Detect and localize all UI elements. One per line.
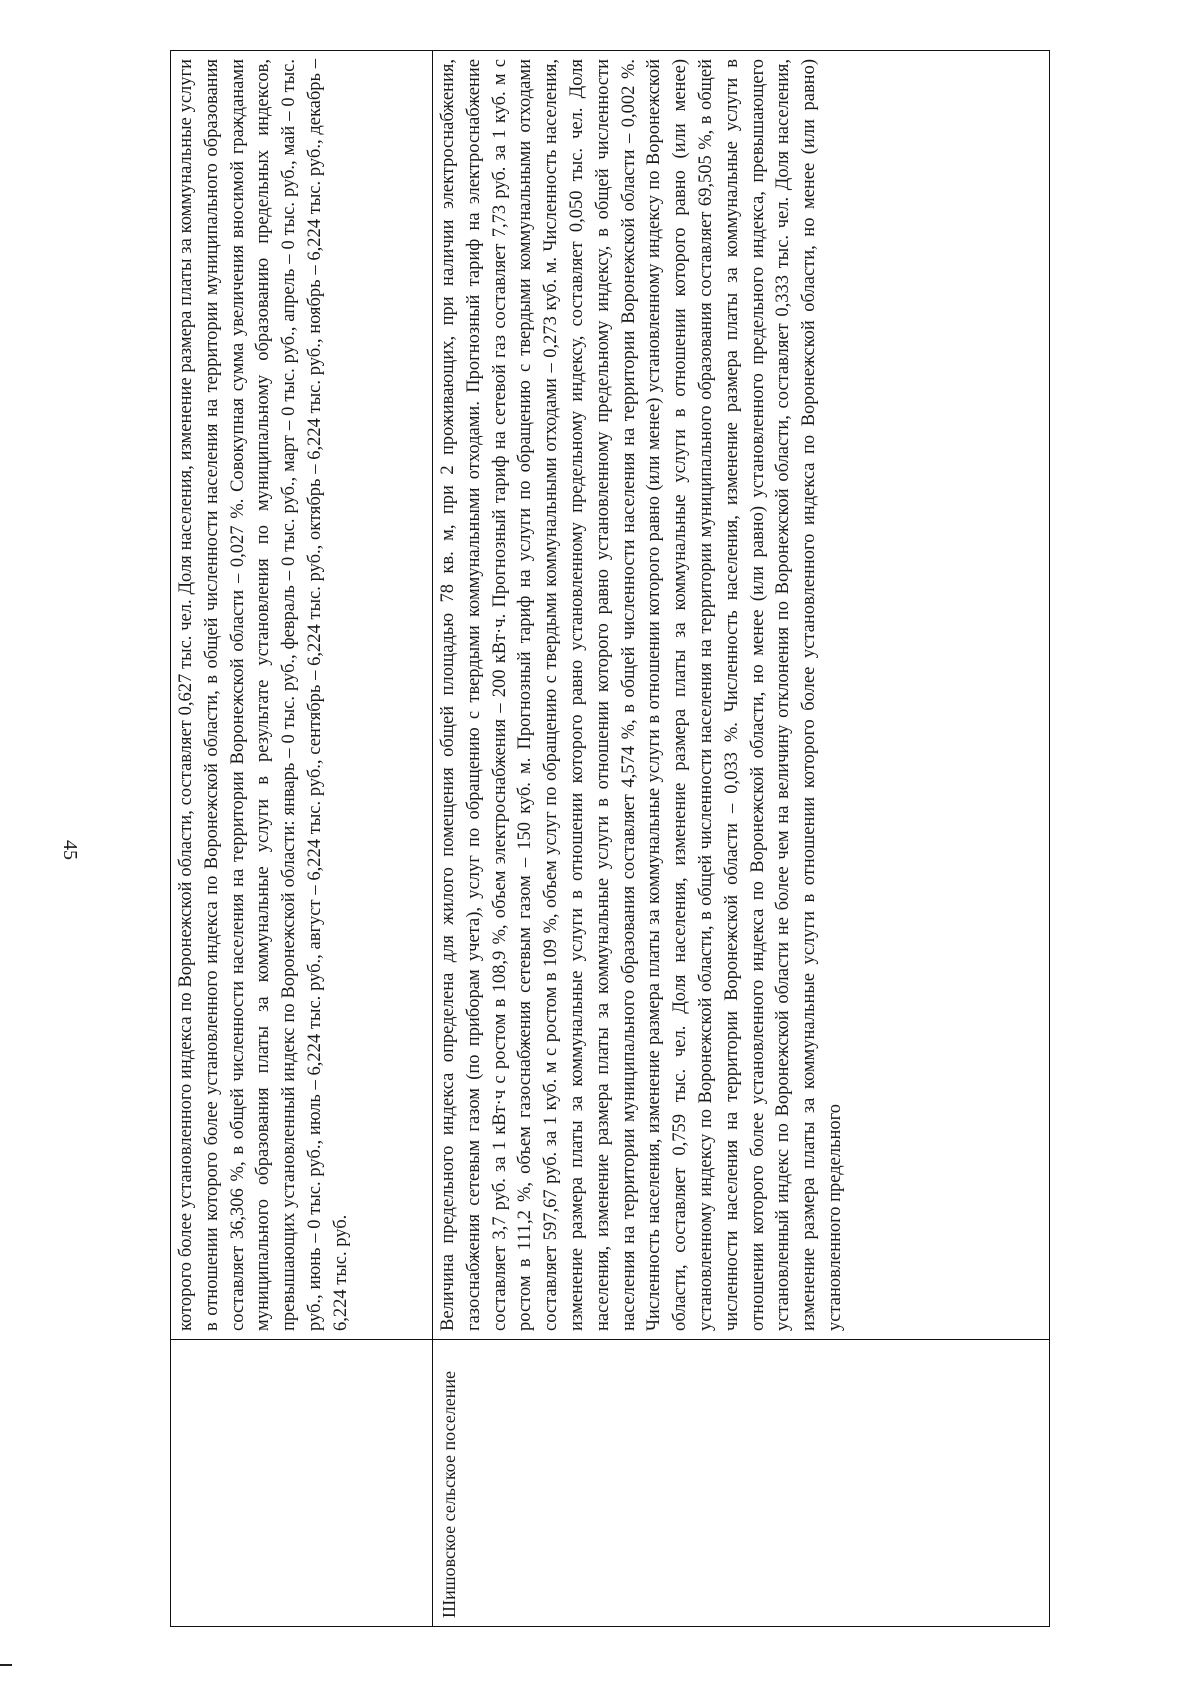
scan-mark bbox=[0, 1664, 12, 1666]
municipality-cell bbox=[171, 1339, 432, 1626]
description-cell: Величина предельного индекса определена для жилого помещения общей площадью 78 кв. м, при 2 проживающих, при наличии электроснабжения, газоснабжения сетевым газом (по приборам учета), услуг по обращению с твердыми коммунальными отходами. Прогнозный тариф на электроснабжение составляет 3,7 руб. за 1 кВт·ч с ростом в 108,9 %, объем электроснабжения – 200 кВт·ч. Прогнозный тариф на сетевой газ составляет 7,73 руб. за 1 куб. м с ростом в 111,2 %, объем газоснабжения сетевым газом – 150 куб. м. Прогнозный тариф на услуги по обращению с твердыми коммунальными отходами составляет 597,67 руб. за 1 куб. м с ростом в 109 %, объем услуг по обращению с твердыми коммунальными отходами – 0,273 куб. м. Численность населения, изменение размера платы за коммунальные услуги в отношении которого равно установленному предельному индексу, составляет 0,050 тыс. чел. Доля населения, изменение размера платы за коммунальные услуги в отношении которого равно установленному предельному индексу, в общей численности населения на территории муниципального образования составляет 4,574 %, в общей численности населения на территории Воронежской области – 0,002 %. Численность населения, изменение размера платы за коммунальные услуги в отношении которого равно (или менее) установленному индексу по Воронежской области, составляет 0,759 тыс. чел. Доля населения, изменение размера платы за коммунальные услуги в отношении которого равно (или менее) установленному индексу по Воронежской области, в общей численности населения на территории муниципального образования составляет 69,505 %, в общей численности населения на территории Воронежской области – 0,033 %. Численность населения, изменение размера платы за коммунальные услуги в отношении которого более установленного индекса по Воронежской области, но менее (или равно) установленного предельного индекса, превышающего установленный индекс по Воронежской области не более чем на величину отклонения по Воронежской области, составляет 0,333 тыс. чел. Доля населения, изменение размера платы за коммунальные услуги в отношении которого более установленного индекса по Воронежской области, но менее (или равно) установленного предельного bbox=[438, 59, 845, 1331]
table-row bbox=[433, 51, 1049, 1626]
municipality-cell: Шишовское сельское поселение bbox=[433, 1339, 1049, 1626]
index-table bbox=[170, 50, 1050, 1627]
page-number: 45 bbox=[59, 840, 81, 860]
table-row bbox=[171, 51, 433, 1626]
description-cell: которого более установленного индекса по Воронежской области, составляет 0,627 тыс. чел. Доля населения, изменение размера платы за коммунальные услуги в отношении которого более установленного индекса по Воронежской области, в общей численности населения на территории муниципального образования составляет 36,306 %, в общей численности населения на территории Воронежской области – 0,027 %. Совокупная сумма увеличения вносимой гражданами муниципального образования платы за коммунальные услуги в результате установления по муниципальному образованию предельных индексов, превышающих установленный индекс по Воронежской области: январь – 0 тыс. руб., февраль – 0 тыс. руб., март – 0 тыс. руб., апрель – 0 тыс. руб., май – 0 тыс. руб., июнь – 0 тыс. руб., июль – 6,224 тыс. руб., август – 6,224 тыс. руб., сентябрь – 6,224 тыс. руб., октябрь – 6,224 тыс. руб., ноябрь – 6,224 тыс. руб., декабрь – 6,224 тыс. руб. bbox=[176, 59, 351, 1331]
